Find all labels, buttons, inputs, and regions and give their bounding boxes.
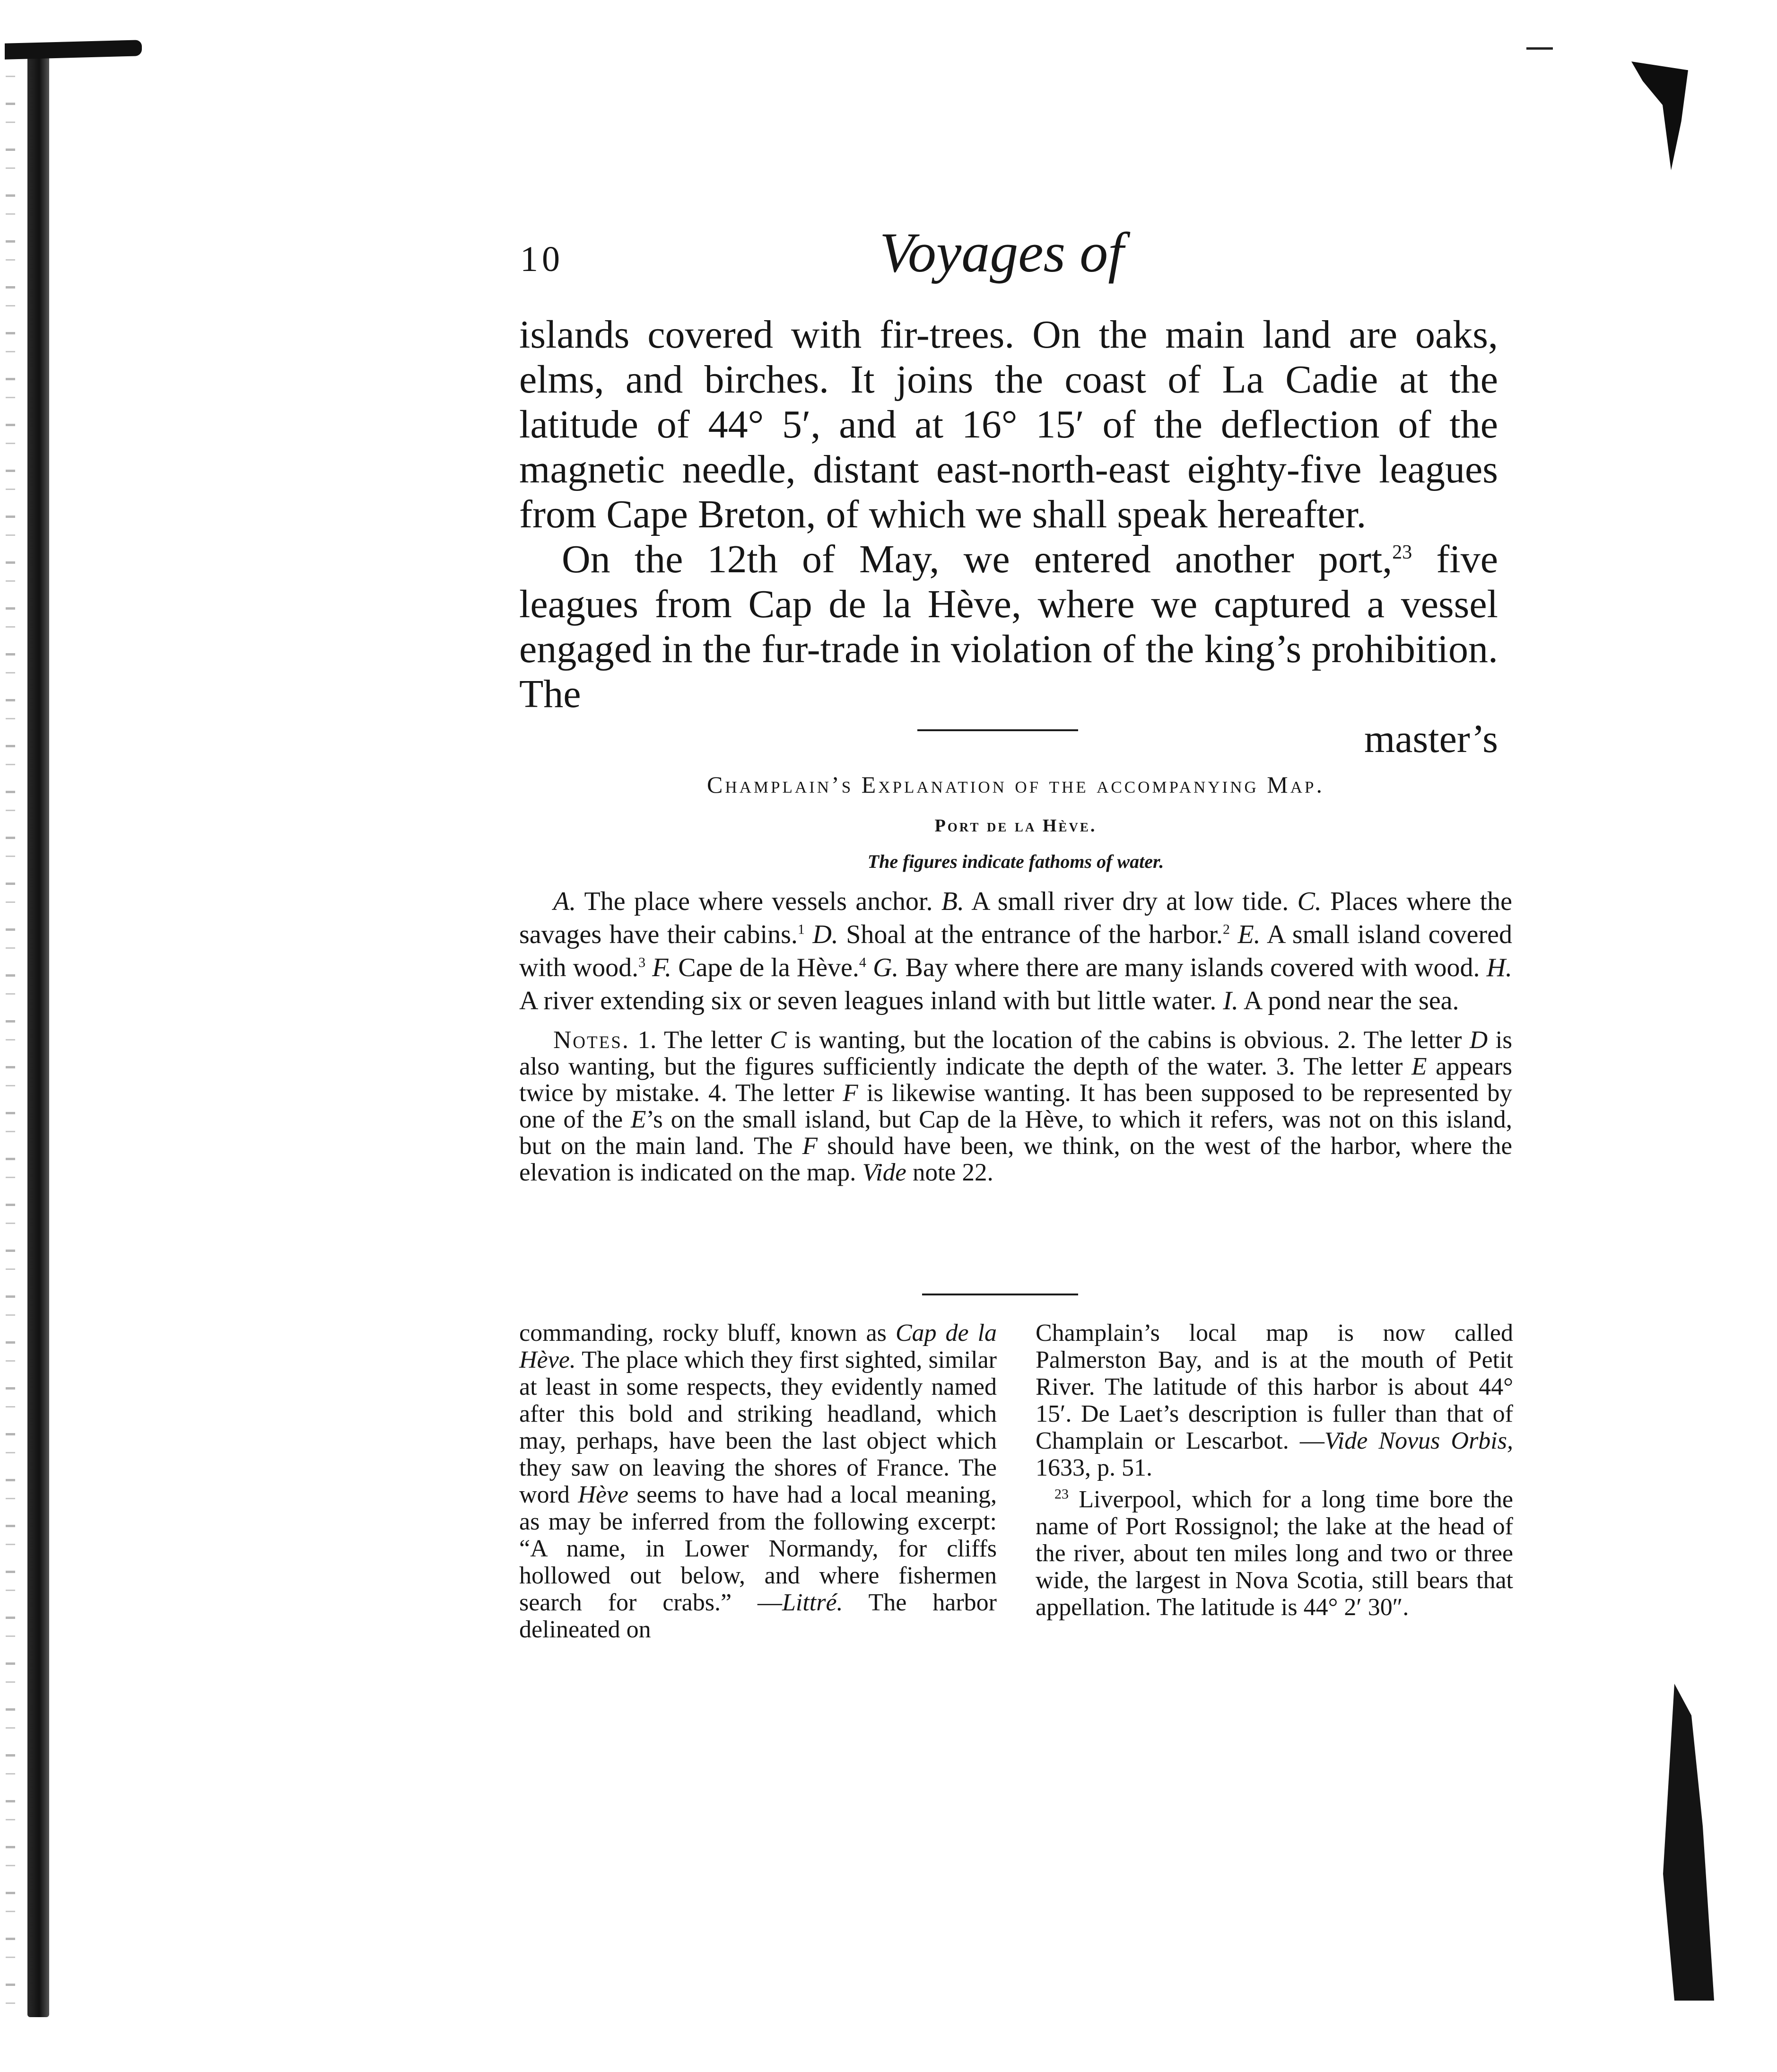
scan-dash	[1526, 47, 1553, 50]
legend-text: A small river dry at low tide.	[964, 887, 1298, 916]
legend-text: Places where the savages have their cabins.	[519, 887, 1512, 949]
legend-key: D.	[812, 920, 838, 949]
map-legend	[519, 885, 1512, 1017]
explanation-title: Champlain’s Explanation of the accompanying Map.	[706, 771, 1324, 798]
legend-text: Shoal at the entrance of the harbor.	[838, 920, 1223, 949]
note-text: 1. The letter	[637, 1026, 770, 1054]
footnote-text: Champlain’s local map is now called Palmerston Bay, and is at the mouth of Petit River. The latitude of this harbor is about 44° 15′. De Laet’s description is fuller than that of Champlain or Lescarbot. —	[1036, 1320, 1513, 1454]
scan-edge-speckle	[6, 57, 15, 2015]
legend-text: Cape de la Hève.	[671, 953, 859, 982]
legend-key: G.	[872, 953, 899, 982]
footnote-divider	[922, 1294, 1078, 1295]
footnote-column-right	[1036, 1320, 1513, 1621]
map-explanation	[519, 771, 1512, 1186]
note-text: is also wanting, but the figures sufficiently indicate the depth of the water.	[519, 1026, 1513, 1080]
note-letter: F	[843, 1079, 858, 1107]
note-ref: 4	[859, 954, 866, 970]
page-number: 10	[520, 239, 564, 279]
scan-edge-right-top	[1631, 61, 1688, 170]
note-text: 4. The letter	[708, 1079, 843, 1107]
section-divider	[917, 729, 1078, 731]
paragraph-2	[519, 537, 1498, 717]
footnote-22-continued	[519, 1320, 997, 1643]
footnote-column-left	[519, 1320, 997, 1643]
main-text	[519, 312, 1498, 761]
scan-edge-right-bottom	[1657, 1684, 1714, 2001]
paragraph-2-start: On the 12th of May, we entered another port,	[562, 537, 1393, 581]
footnote-23	[1036, 1486, 1513, 1621]
footnote-text: The harbor delineated on	[519, 1589, 997, 1643]
note-ref: 3	[638, 954, 646, 970]
note-text: appears twice by mistake.	[519, 1053, 1512, 1107]
catchword: master’s	[1364, 717, 1498, 761]
footnote-italic: Vide Novus Orbis,	[1324, 1427, 1513, 1454]
footnote-text: The place which they first sighted, similar at least in some respects, they evidently named after this bold and striking headland, which may, perhaps, have been the last object which they saw on leaving the shores of France. The word	[519, 1346, 997, 1508]
legend-key: I.	[1223, 986, 1238, 1015]
legend-key: H.	[1486, 953, 1513, 982]
running-title: Voyages of	[880, 221, 1124, 284]
note-text: 3. The letter	[1276, 1053, 1412, 1080]
explanation-notes	[519, 1027, 1512, 1186]
note-text: note 22.	[906, 1159, 993, 1186]
paragraph-2-end: five leagues from Cap de la Hève, where we captured a vessel engaged in the fur-trade in violation of the king’s prohibition. The	[519, 537, 1498, 716]
footnote-text: seems to have had a local meaning, as may be inferred from the following excerpt: “A name, in Lower Normandy, for cliffs hollowed out below, and where fishermen search for crabs.” —	[519, 1481, 997, 1616]
legend-text: A small island covered with wood.	[519, 920, 1513, 982]
footnote-text: Liverpool, which for a long time bore the name of Port Rossignol; the lake at the head of the river, about ten miles long and two or three wide, the largest in Nova Scotia, still bears that appellation. The latitude is 44° 2′ 30″.	[1036, 1486, 1513, 1621]
footnote-italic: Hève	[578, 1481, 629, 1508]
note-vide: Vide	[862, 1159, 906, 1186]
page-header	[511, 220, 1504, 300]
legend-key: F.	[652, 953, 672, 982]
note-text: is wanting, but the location of the cabins is obvious.	[786, 1026, 1330, 1054]
note-letter: C	[770, 1026, 787, 1054]
legend-key: A.	[553, 887, 576, 916]
scan-edge-left	[27, 45, 49, 2017]
footnote-italic: Littré.	[782, 1589, 843, 1616]
note-text: ’s on the small island, but Cap de la Hève, to which it refers, was not on this island, but on the main land. The	[519, 1106, 1512, 1160]
legend-key: E.	[1237, 920, 1261, 949]
note-ref: 2	[1223, 921, 1230, 937]
note-letter: F	[802, 1132, 818, 1160]
scan-edge-top-left	[5, 40, 142, 60]
note-text: 2. The letter	[1337, 1026, 1470, 1054]
legend-key: B.	[941, 887, 964, 916]
footnote-text: 1633, p. 51.	[1036, 1454, 1152, 1481]
explanation-subtitle: Port de la Hève.	[934, 816, 1097, 836]
note-text: is likewise wanting. It has been supposed to be represented by one of the	[519, 1079, 1513, 1133]
note-text: should have been, we think, on the west of the harbor, where the elevation is indicated on the map.	[519, 1132, 1512, 1186]
legend-text: Bay where there are many islands covered with wood.	[898, 953, 1487, 982]
paragraph-1: islands covered with fir-trees. On the main land are oaks, elms, and birches. It joins the coast of La Cadie at the latitude of 44° 5′, and at 16° 15′ of the deflection of the magnetic needle, distant east-north-east eighty-five leagues from Cape Breton, of which we shall speak hereafter.	[519, 313, 1498, 536]
note-ref: 1	[797, 921, 805, 937]
footnote-number: 23	[1054, 1486, 1069, 1502]
notes-label: Notes.	[553, 1026, 630, 1054]
legend-key: C.	[1297, 887, 1322, 916]
note-letter: D	[1469, 1026, 1488, 1054]
explanation-caption: The figures indicate fathoms of water.	[867, 851, 1164, 872]
footnote-text: commanding, rocky bluff, known as	[519, 1320, 896, 1346]
legend-text: A pond near the sea.	[1238, 986, 1459, 1015]
legend-text: The place where vessels anchor.	[576, 887, 941, 916]
note-letter: E	[631, 1106, 646, 1133]
footnote-22-end	[1036, 1320, 1513, 1481]
footnote-italic: Cap de la Hève.	[519, 1320, 997, 1373]
legend-text: A river extending six or seven leagues inland with but little water.	[519, 986, 1223, 1015]
note-letter: E	[1411, 1053, 1427, 1080]
footnote-ref-23[interactable]: 23	[1392, 542, 1412, 563]
